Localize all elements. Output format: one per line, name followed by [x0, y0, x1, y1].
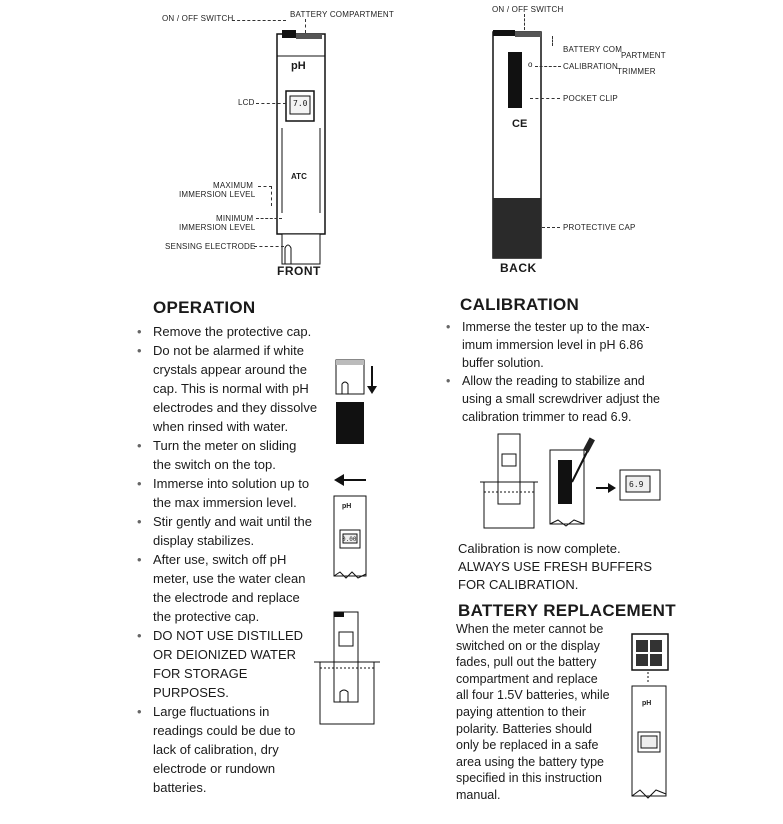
operation-item: • Remove the protective cap. [137, 322, 327, 341]
calibration-complete: Calibration is now complete. ALWAYS USE FRESH BUFFERS FOR CALIBRATION. [458, 541, 653, 592]
back-label-on-off-switch: ON / OFF SWITCH [492, 5, 564, 14]
front-label-max-immersion-2: IMMERSION LEVEL [179, 190, 256, 199]
battery-text: When the meter cannot be switched on or the display fades, pull out the battery compartment and replace all four 1.5V batteries, while paying attention to their polarity. Batteries should only be replaced in a safe area using the battery type specified in this instruction manual. [456, 622, 610, 802]
beaker-figure [312, 610, 382, 728]
operation-item: • Turn the meter on sliding the switch on the top. [137, 436, 327, 474]
front-label-min-immersion-2: IMMERSION LEVEL [179, 223, 256, 232]
back-label-pocket-clip: POCKET CLIP [563, 94, 618, 103]
operation-list [137, 322, 327, 797]
operation-item: • Do not be alarmed if white crystals appear around the cap. This is normal with pH electrodes and they dissolve when rinsed with water. [137, 341, 327, 436]
front-caption: FRONT [277, 264, 321, 278]
operation-item: • Stir gently and wait until the display stabilizes. [137, 512, 327, 550]
front-label-battery-compartment: BATTERY COMPARTMENT [290, 10, 394, 19]
front-brand: pH [291, 60, 306, 72]
front-lcd-reading: 7.0 [293, 99, 308, 108]
front-atc: ATC [291, 172, 307, 181]
battery-heading: BATTERY REPLACEMENT [458, 601, 676, 620]
battery-figure [626, 632, 676, 802]
back-label-protective-cap: PROTECTIVE CAP [563, 223, 636, 232]
calibration-list [446, 318, 676, 426]
operation-item: • Immerse into solution up to the max immersion level. [137, 474, 327, 512]
front-label-lcd: LCD [238, 98, 255, 107]
front-label-min-immersion-1: MINIMUM [216, 214, 254, 223]
operation-figure-brand: pH [342, 503, 352, 510]
operation-heading: OPERATION [153, 298, 256, 317]
operation-item: • Large fluctuations in readings could be due to lack of calibration, dry electrode or rundown batteries. [137, 702, 327, 797]
back-label-battery-compartment-1: BATTERY COM [563, 45, 623, 54]
immersion-arrow-figure [330, 470, 380, 590]
front-label-sensing-electrode: SENSING ELECTRODE [165, 242, 256, 251]
calibration-figure-lcd: 6.9 [629, 480, 644, 489]
back-caption: BACK [500, 261, 537, 275]
calibration-item: • Immerse the tester up to the max- imum immersion level in pH 6.86 buffer solution. [446, 318, 676, 372]
operation-item: • After use, switch off pH meter, use the water clean the electrode and replace the protective cap. [137, 550, 327, 626]
back-label-calibration-1: CALIBRATION [563, 62, 618, 71]
back-label-battery-compartment-2: PARTMENT [621, 51, 666, 60]
operation-item: • DO NOT USE DISTILLED OR DEIONIZED WATER FOR STORAGE PURPOSES. [137, 626, 327, 702]
battery-figure-brand: pH [642, 700, 652, 707]
calibration-heading: CALIBRATION [460, 295, 580, 314]
calibration-item: • Allow the reading to stabilize and using a small screwdriver adjust the calibration trimmer to read 6.9. [446, 372, 676, 426]
back-meter-drawing [486, 22, 556, 262]
operation-figure-lcd: 0.00 [342, 536, 357, 543]
calibration-figure [478, 432, 688, 532]
back-ce-mark: CE [512, 118, 528, 130]
back-label-calibration-2: TRIMMER [617, 67, 656, 76]
front-label-on-off-switch: ON / OFF SWITCH [162, 14, 234, 23]
cap-removal-figure [330, 356, 380, 446]
front-label-max-immersion-1: MAXIMUM [213, 181, 254, 190]
